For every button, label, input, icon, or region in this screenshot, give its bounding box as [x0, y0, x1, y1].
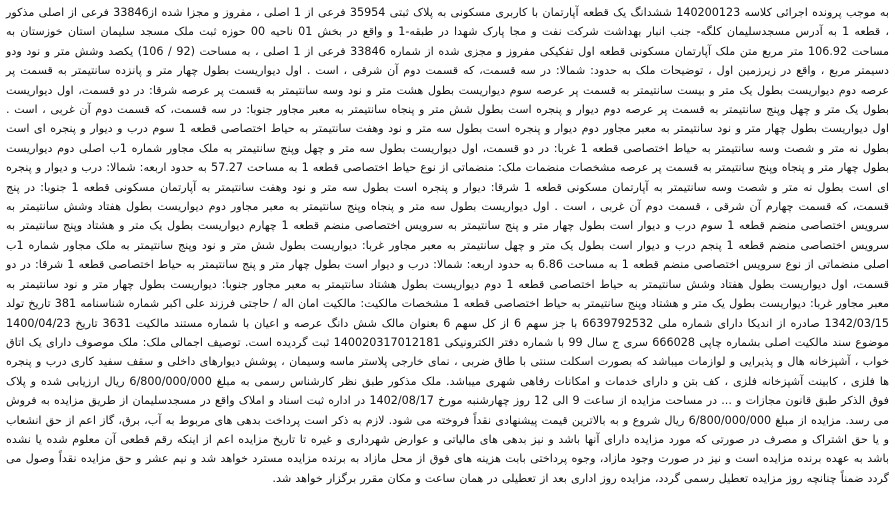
auction-notice-text: به موجب پرونده اجرائی کلاسه 140200123 ششدانگ یک قطعه آپارتمان با کاربری مسکونی به پلاک ثبتی 35954 فرعی از 1 اصلی ، مفروز و مجزا شده از33846 فرعی از اصلی مذکور ، قطعه 1 به آدرس مسجدسلیمان کلگه- جنب انبار بهداشت شرکت نفت و مجا پارک شهدا در طبقه-1 و واقع در بخش 01 ناحیه 00 حوزه ثبت ملک مسجد سلیمان استان خوزستان به مساحت 106.92 متر مربع متن ملک آپارتمان مسکونی قطعه اول تفکیکی مفروز و مجزی شده از شماره 33846 فرعی از 1 اصلی ، به مساحت (92 / 106) یکصد وشش متر و نود ودو دسیمتر مربع ، واقع در زیرزمین اول ، توضیحات ملک به حدود: شمالا: در سه قسمت، که قسمت دوم آن شرقی ، است . اول دیواریست بطول چهار متر و پانزده سانتیمتر به قسمت پر عرصه دوم دیواریست بطول یک متر و بیست سانتیمتر به قسمت پر عرصه سوم دیواریست بطول هشت متر و نود وسه سانتیمتر به قسمت پر عرصه شرقا: در دو قسمت، اول دیواریست بطول یک متر و چهل وپنج سانتیمتر به قسمت پر عرصه دوم دیوار و پنجره است بطول شش متر و پنجاه سانتیمتر به معبر مجاور جنوبا: در سه قسمت، که قسمت دوم آن غربی ، است . اول دیواریست بطول چهار متر و نود سانتیمتر به معبر مجاور دوم دیوار و پنجره است بطول سه متر و نود وهفت سانتیمتر به حیاط اختصاصی قطعه 1 سوم درب و دیوار و پنجره ای است بطول نه متر و شصت وسه سانتیمتر به حیاط اختصاصی قطعه 1 غربا: در دو قسمت، اول دیواریست بطول سه متر و چهل وپنج سانتیمتر به ملک مجاور شماره 1ب اصلی دوم دیواریست بطول چهار متر و پنجاه وپنج سانتیمتر به قسمت پر عرصه مشخصات منضمات ملک: منضماتی از نوع حیاط اختصاصی قطعه 1 به مساحت 57.27 به حدود اربعه: شمالا: درب و دیوار و پنجره ای است بطول نه متر و شصت وسه سانتیمتر به آپارتمان مسکونی قطعه 1 شرقا: دیوار و پنجره است بطول سه متر و نود وهفت سانتیمتر به آپارتمان مسکونی قطعه 1 جنوبا: در پنج قسمت، که قسمت چهارم آن شرقی ، قسمت دوم آن غربی ، است . اول دیواریست بطول سه متر و پنجاه وپنج سانتیمتر به معبر مجاور دوم دیواریست بطول هفتاد وشش سانتیمتر به سرویس اختصاصی منضم قطعه 1 سوم درب و دیوار است بطول چهار متر و پنج سانتیمتر به سرویس اختصاصی منضم قطعه 1 چهارم دیواریست بطول یک متر و هشتاد وپنج سانتیمتر به سرویس اختصاصی منضم قطعه 1 پنجم درب و دیوار است بطول یک متر و چهل سانتیمتر به معبر مجاور غربا: دیواریست بطول شش متر و نود وپنج سانتیمتر به ملک مجاور شماره 1ب اصلی منضماتی از نوع سرویس اختصاصی منضم قطعه 1 به مساحت 6.86 به حدود اربعه: شمالا: درب و دیوار است بطول چهار متر و پنج سانتیمتر به حیاط اختصاصی قطعه 1 شرقا: در دو قسمت، اول دیواریست بطول هفتاد وشش سانتیمتر به حیاط اختصاصی قطعه 1 دوم دیواریست بطول هشتاد سانتیمتر به معبر مجاور جنوبا: دیواریست بطول چهار متر و نود سانتیمتر به معبر مجاور غربا: دیواریست بطول یک متر و هشتاد وپنج سانتیمتر به حیاط اختصاصی قطعه 1 مشخصات مالکیت: مالکیت امان اله / حاجتی فرزند علی اکبر شماره شناسنامه 381 تاریخ تولد 1342/03/15 صادره از اندیکا دارای شماره ملی 6639792532 با جز سهم 6 از کل سهم 6 بعنوان مالک شش دانگ عرصه و اعیان با شماره مستند مالکیت 3631 تاریخ 1400/04/23 موضوع سند مالکیت اصلی بشماره چاپی 666028 سری ج سال 99 با شماره دفتر الکترونیکی 140020317012181 ثبت گردیده است. توصیف اجمالی ملک: ملک موصوف دارای یک اتاق خواب ، آشپزخانه هال و پذیرایی و لوازمات میباشد که بصورت اسکلت سنتی با طاق ضربی ، نمای خارجی پلاستر ماسه وسیمان ، پوشش دیوارهای داخلی و سقف سفید کاری درب و پنجره ها فلزی ، کابینت آشپزخانه فلزی ، کف بتن و دارای خدمات و امکانات رفاهی شهری میباشد. ملک مذکور طبق نظر کارشناس رسمی به مبلغ 6/800/000/000 ریال ارزیابی شده و پلاک فوق الذکر طبق قانون مجازات و ... در مساحت مزایده از ساعت 9 الی 12 روز چهارشنبه مورخ 1402/08/17 در اداره ثبت اسناد و املاک واقع در مسجدسلیمان از طریق مزایده به فروش می رسد. مزایده از مبلغ 6/800/000/000 ریال شروع و به بالاترین قیمت پیشنهادی نقداً فروخته می شود. لازم به ذکر است پرداخت بدهی های مربوط به آب، برق، گاز اعم از حق انشعاب و یا حق اشتراک و مصرف در صورتی که مورد مزایده دارای آنها باشد و نیز بدهی های مالیاتی و عوارض شهرداری و غیره تا تاریخ مزایده اعم از اینکه رقم قطعی آن معلوم شده یا نشده باشد به عهده برنده مزایده است و نیز در صورت وجود مازاد، وجوه پرداختی بابت هزینه های فوق از محل مازاد به برنده مزایده مسترد خواهد شد و نیم عشر و حق مزایده نقداً وصول می گردد ضمناً چنانچه روز مزایده تعطیل رسمی گردد، مزایده روز اداری بعد از تعطیلی در همان ساعت و مکان مقرر برگزار خواهد شد.: [6, 6, 890, 485]
